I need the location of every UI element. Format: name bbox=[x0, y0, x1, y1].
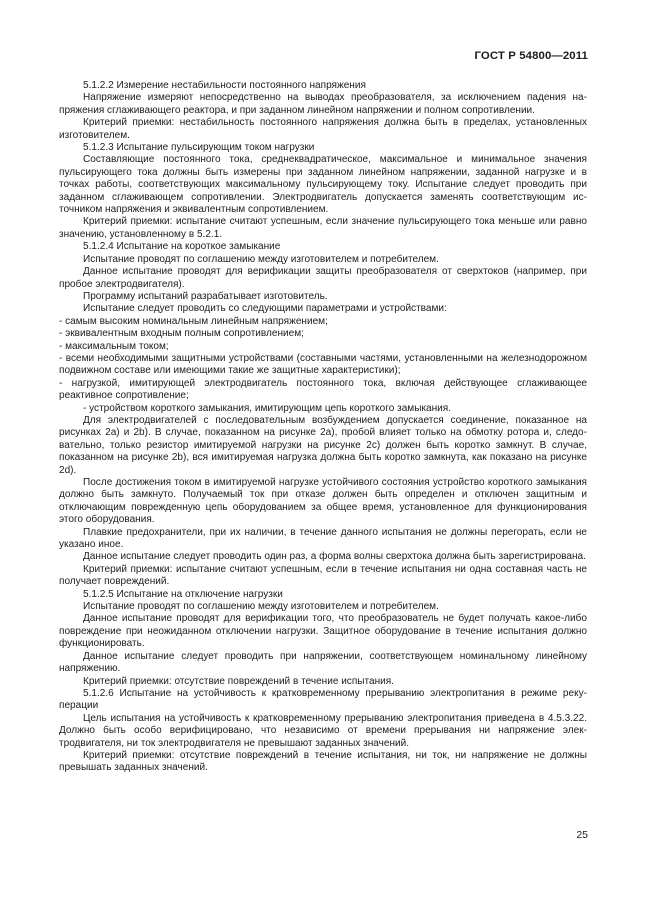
paragraph: Испытание следует проводить со следующими параметрами и устройствами: bbox=[83, 303, 447, 315]
paragraph: Испытание проводят по соглашению между изготовителем и потребителем. bbox=[83, 253, 439, 265]
section-heading: 5.1.2.5 Испытание на отключение нагрузки bbox=[83, 588, 283, 600]
paragraph: Критерий приемки: нестабильность постоянного напряжения должна быть в пределах, установленных изготовителем. bbox=[59, 117, 587, 141]
paragraph: Напряжение измеряют непосредственно на выводах преобразователя, за исключением падения напряжения сглаживающего реактора, и при заданном линейном напряжении и полном сопротивлении. bbox=[59, 92, 587, 116]
paragraph: Для электродвигателей с последовательным возбуждением допускается соединение, показанное на рисунках 2а) и 2b). В случае, показанном на рисунке 2а), пробой влияет только на обмотку ротора и, следовательно, только резистор имитируемой нагрузки на рисунке 2с) должен быть коротко замкнут. В случае, показанном на рисунке 2b), вся имитируемая нагрузка должна быть коротко замкнута, как показано на рисунке 2d). bbox=[59, 414, 587, 476]
document-code: ГОСТ Р 54800—2011 bbox=[474, 50, 588, 62]
list-item: - эквивалентным входным полным сопротивлением; bbox=[59, 328, 304, 340]
document-body bbox=[59, 80, 587, 775]
paragraph: Составляющие постоянного тока, среднеквадратическое, максимальное и минимальное значения пульсирующего тока должны быть измерены при заданном линейном напряжении, заданной нагрузке и в точках работы, соответствующих максимальному пульсирующему току. Испытание следует проводить при заданном сглаживающем сопротивлении. Электродвигатель допускается заменять соответствующим источником напряжения и эквивалентным сопротивлением. bbox=[59, 154, 587, 216]
paragraph: Цель испытания на устойчивость к кратковременному прерыванию электропитания приведена в 4.5.3.22. Должно быть особо верифицировано, что независимо от времени прерывания ни напряжение электродвигателя, ни ток электродвигателя не превышают заданных значений. bbox=[59, 712, 587, 749]
list-item: - самым высоким номинальным линейным напряжением; bbox=[59, 315, 328, 327]
section-heading: 5.1.2.2 Измерение нестабильности постоянного напряжения bbox=[83, 80, 366, 91]
paragraph: Критерий приемки: отсутствие повреждений в течение испытания, ни ток, ни напряжение не должны превышать заданных значений. bbox=[59, 749, 587, 774]
list-item: - максимальным током; bbox=[59, 340, 169, 352]
page-number: 25 bbox=[576, 829, 588, 841]
list-item: - устройством короткого замыкания, имитирующим цепь короткого замыкания. bbox=[83, 402, 452, 414]
paragraph: После достижения током в имитируемой нагрузке устойчивого состояния устройство короткого замыкания должно быть замкнуто. Получаемый ток при отказе должен быть определен и отключен защитным и отключающим поврежденную цепь оборудованием за общее время, установленное для функционирования этого оборудования. bbox=[59, 477, 587, 526]
section-heading: 5.1.2.3 Испытание пульсирующим током нагрузки bbox=[83, 142, 315, 154]
paragraph: Данное испытание проводят для верификации защиты преобразователя от сверхтоков (например, при пробое электродвигателя). bbox=[59, 266, 587, 290]
paragraph: Критерий приемки: испытание считают успешным, если в течение испытания ни одна составная часть не получает повреждений. bbox=[59, 563, 587, 588]
paragraph: Данное испытание проводят для верификации того, что преобразователь не будет получать какое-либо повреждение при неожиданном отключении нагрузки. Защитное оборудование в течение испытания должно функционировать. bbox=[59, 613, 587, 650]
paragraph: Критерий приемки: отсутствие повреждений в течение испытания. bbox=[83, 675, 394, 687]
paragraph: Программу испытаний разрабатывает изготовитель. bbox=[83, 290, 328, 302]
section-heading: 5.1.2.4 Испытание на короткое замыкание bbox=[83, 241, 281, 253]
paragraph: Данное испытание следует проводить один раз, а форма волны сверхтока должна быть зарегистрирована. bbox=[83, 551, 586, 563]
paragraph: Испытание проводят по соглашению между изготовителем и потребителем. bbox=[83, 601, 439, 613]
paragraph: Критерий приемки: испытание считают успешным, если значение пульсирующего тока меньше или равно значению, установленному в 5.2.1. bbox=[59, 216, 587, 240]
paragraph: Плавкие предохранители, при их наличии, в течение данного испытания не должны перегорать, если не указано иное. bbox=[59, 526, 587, 551]
section-heading: 5.1.2.6 Испытание на устойчивость к кратковременному прерыванию электропитания в режиме рекуперации bbox=[59, 687, 587, 712]
list-item: - всеми необходимыми защитными устройствами (составными частями, установленными на железнодорожном подвижном составе или имеющими такие же защитные характеристики); bbox=[59, 352, 587, 377]
list-item: - нагрузкой, имитирующей электродвигатель постоянного тока, включая действующее сглаживающее реактивное сопротивление; bbox=[59, 377, 587, 402]
paragraph: Данное испытание следует проводить при напряжении, соответствующем номинальному линейному напряжению. bbox=[59, 650, 587, 675]
